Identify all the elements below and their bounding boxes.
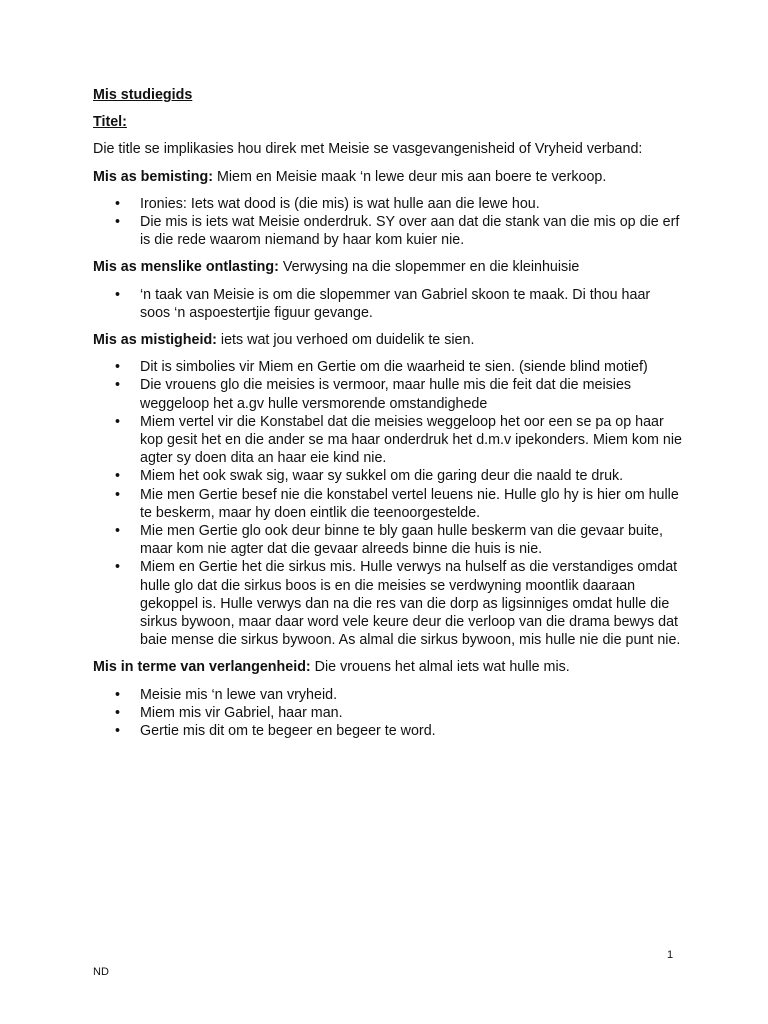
sections-container (93, 168, 683, 741)
list-item-text: Die mis is iets wat Meisie onderdruk. SY over aan dat die stank van die mis op die erf is die rede waarom niemand by haar kom kuier nie. (140, 214, 680, 249)
list-item-text: ‘n taak van Meisie is om die slopemmer van Gabriel skoon te maak. Di thou haar soos ‘n aspoestertjie figuur gevange. (140, 286, 651, 321)
page-number: 1 (667, 949, 674, 961)
list-item-text: Miem vertel vir die Konstabel dat die meisies weggeloop het oor een se pa op haar kop gesit het en die ander se ma haar onderdruk het d.m.v ipekonders. Miem kom nie agter sy doen dita an haar eie kind nie. (140, 413, 682, 467)
bullet-icon: • (115, 704, 121, 721)
bullet-icon: • (115, 468, 121, 485)
bullet-icon: • (115, 686, 121, 703)
bullet-icon: • (115, 559, 121, 576)
section-text: Miem en Meisie maak ‘n lewe deur mis aan boere te verkoop. (212, 168, 607, 185)
bullet-icon: • (115, 359, 121, 376)
list-item (93, 486, 683, 522)
list-item (93, 195, 683, 213)
section-heading: Mis as menslike ontlasting: (93, 259, 279, 276)
list-item-text: Miem mis vir Gabriel, haar man. (140, 704, 343, 721)
bullet-icon: • (115, 195, 121, 212)
list-item (93, 358, 683, 376)
bullet-list (93, 358, 683, 649)
list-item-text: Dit is simbolies vir Miem en Gertie om die waarheid te sien. (siende blind motief) (140, 359, 648, 376)
list-item-text: Mie men Gertie besef nie die konstabel vertel leuens nie. Hulle glo hy is hier om hulle te beskerm, maar hy doen eintlik die teenoorgestelde. (140, 486, 679, 521)
bullet-icon: • (115, 486, 121, 503)
title-heading: Titel: (93, 114, 127, 131)
list-item-text: Mie men Gertie glo ook deur binne te bly gaan hulle beskerm van die gevaar buite, maar kom nie agter dat die gevaar alreeds binne die huis is nie. (140, 523, 663, 558)
section-paragraph (93, 331, 683, 349)
bullet-icon: • (115, 214, 121, 231)
list-item-text: Die vrouens glo die meisies is vermoor, maar hulle mis die feit dat die meisies weggeloop het a.gv hulle versmorende omstandighede (140, 377, 632, 412)
bullet-list (93, 195, 683, 250)
section-heading: Mis in terme van verlangenheid: (93, 659, 311, 676)
bullet-icon: • (115, 286, 121, 303)
bullet-icon: • (115, 413, 121, 430)
bullet-icon: • (115, 377, 121, 394)
intro-paragraph: Die title se implikasies hou direk met Meisie se vasgevangenisheid of Vryheid verband: (93, 141, 643, 158)
section-heading: Mis as mistigheid: (93, 332, 217, 349)
list-item-text: Miem het ook swak sig, waar sy sukkel om die garing deur die naald te druk. (140, 468, 624, 485)
list-item-text: Gertie mis dit om te begeer en begeer te word. (140, 723, 436, 740)
document-page (93, 86, 683, 740)
list-item (93, 376, 683, 412)
document-title: Mis studiegids (93, 87, 193, 103)
list-item-text: Ironies: Iets wat dood is (die mis) is wat hulle aan die lewe hou. (140, 195, 540, 212)
section-paragraph (93, 658, 683, 676)
bullet-list (93, 686, 683, 741)
list-item-text: Meisie mis ‘n lewe van vryheid. (140, 686, 338, 703)
list-item-text: Miem en Gertie het die sirkus mis. Hulle verwys na hulself as die verstandiges omdat hulle glo dat die sirkus boos is en die meisies se verdwyning moontlik daaraan gekoppel is. Hulle verwys dan na die res van die dorp as ligsinniges omdat hulle die sirkus bywoon, maar daar word vele keure deur die verloop van die drama bewys dat baie mense die sirkus bywoon. As almal die sirkus bywoon, mis hulle nie die punt nie. (140, 559, 681, 649)
bullet-icon: • (115, 523, 121, 540)
section-text: Verwysing na die slopemmer en die kleinhuisie (278, 259, 580, 276)
list-item (93, 413, 683, 468)
list-item (93, 522, 683, 558)
list-item (93, 686, 683, 704)
list-item (93, 722, 683, 740)
section-text: iets wat jou verhoed om duidelik te sien. (216, 332, 475, 349)
section-text: Die vrouens het almal iets wat hulle mis. (310, 659, 570, 676)
section-heading: Mis as bemisting: (93, 168, 213, 185)
list-item (93, 704, 683, 722)
section-paragraph (93, 258, 683, 276)
list-item (93, 213, 683, 249)
bullet-list (93, 286, 683, 322)
section-paragraph (93, 168, 683, 186)
list-item (93, 558, 683, 649)
list-item (93, 467, 683, 485)
bullet-icon: • (115, 723, 121, 740)
list-item (93, 286, 683, 322)
footer-text: ND (93, 966, 109, 978)
